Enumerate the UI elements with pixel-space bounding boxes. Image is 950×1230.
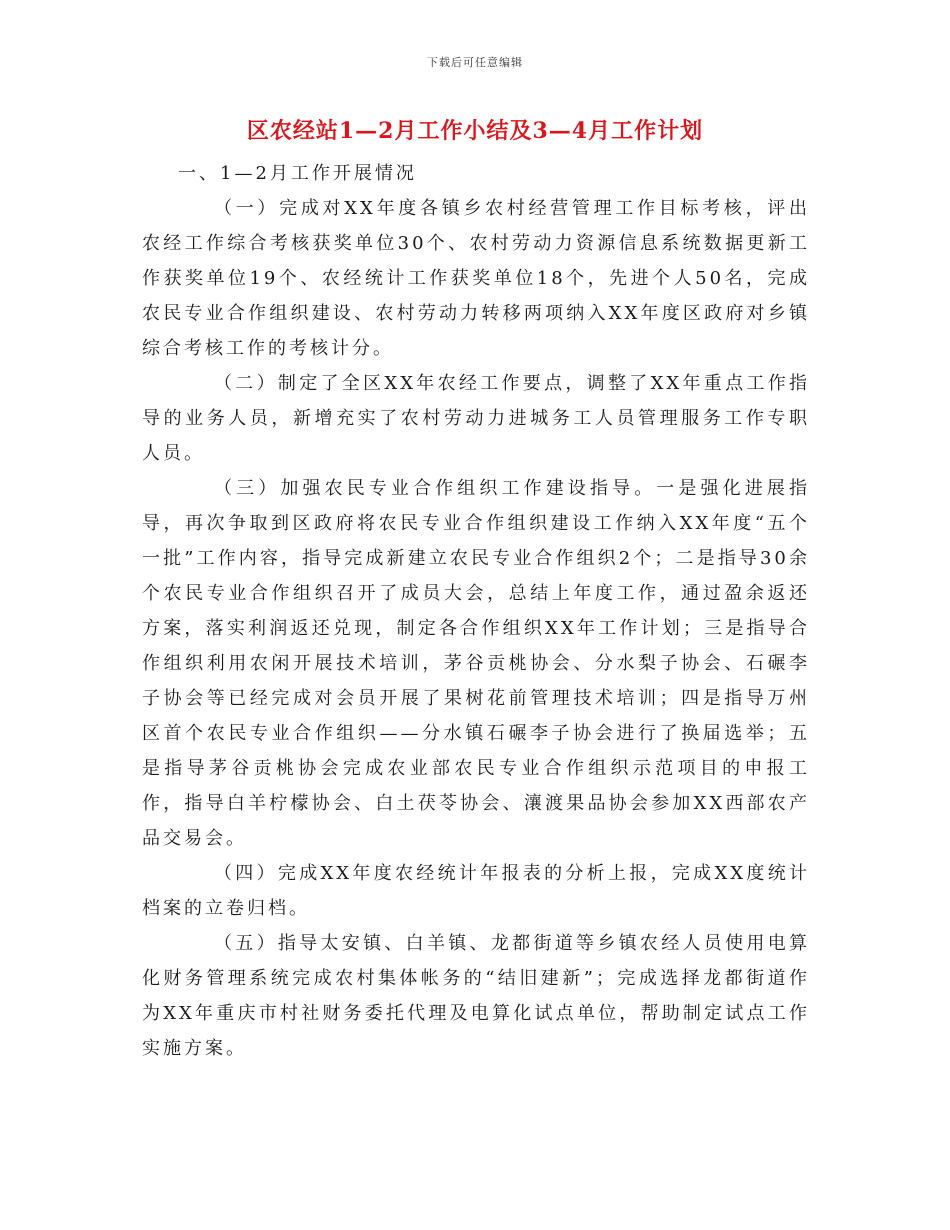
document-title: 区农经站1—2月工作小结及3—4月工作计划	[246, 118, 704, 144]
page-header-note: 下载后可任意编辑	[427, 56, 523, 69]
paragraph-5: （五）指导太安镇、白羊镇、龙都街道等乡镇农经人员使用电算化财务管理系统完成农村集体帐务的“结旧建新”；完成选择龙都街道作为XX年重庆市村社财务委托代理及电算化试点单位，帮助制定试点工作实施方案。	[142, 933, 810, 1059]
paragraph-4: （四）完成XX年度农经统计年报表的分析上报，完成XX度统计档案的立卷归档。	[142, 863, 810, 919]
paragraph-1: （一）完成对XX年度各镇乡农村经营管理工作目标考核，评出农经工作综合考核获奖单位30个、农村劳动力资源信息系统数据更新工作获奖单位19个、农经统计工作获奖单位18个，先进个人50名，完成农民专业合作组织建设、农村劳动力转移两项纳入XX年度区政府对乡镇综合考核工作的考核计分。	[142, 198, 810, 359]
section-heading: 一、1—2月工作开展情况	[178, 163, 417, 184]
document-body	[142, 156, 810, 1066]
paragraph-3: （三）加强农民专业合作组织工作建设指导。一是强化进展指导，再次争取到区政府将农民专业合作组织建设工作纳入XX年度“五个一批”工作内容，指导完成新建立农民专业合作组织2个；二是指导30余个农民专业合作组织召开了成员大会，总结上年度工作，通过盈余返还方案，落实利润返还兑现，制定各合作组织XX年工作计划；三是指导合作组织利用农闲开展技术培训，茅谷贡桃协会、分水梨子协会、石碾李子协会等已经完成对会员开展了果树花前管理技术培训；四是指导万州区首个农民专业合作组织——分水镇石碾李子协会进行了换届选举；五是指导茅谷贡桃协会完成农业部农民专业合作组织示范项目的申报工作，指导白羊柠檬协会、白土茯苓协会、瀼渡果品协会参加XX西部农产品交易会。	[142, 478, 810, 849]
paragraph-2: （二）制定了全区XX年农经工作要点，调整了XX年重点工作指导的业务人员，新增充实了农村劳动力进城务工人员管理服务工作专职人员。	[142, 373, 810, 464]
